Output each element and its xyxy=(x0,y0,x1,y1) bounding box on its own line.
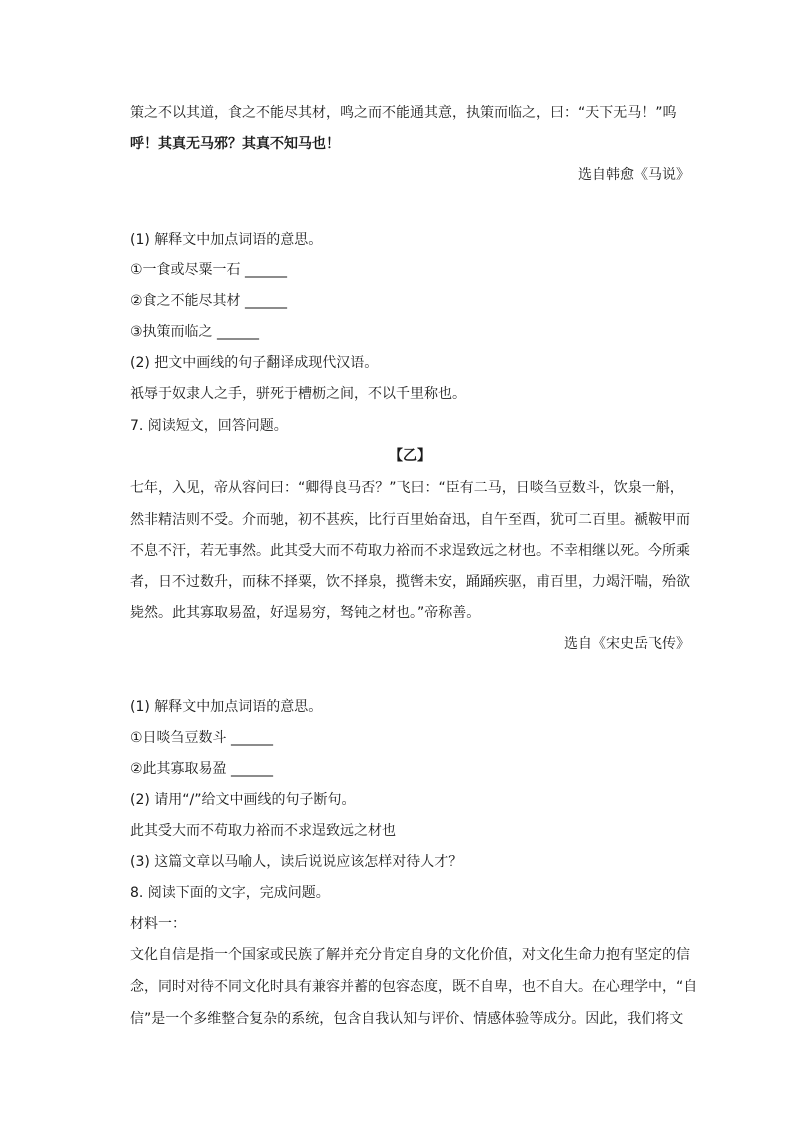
q8-heading: 8. 阅读下面的文字，完成问题。 xyxy=(130,885,330,901)
q7-item-1: ①日啖刍豆数斗 ______ xyxy=(130,730,274,746)
passage-line-2: 呼！其真无马邪？其真不知马也！ xyxy=(130,136,340,152)
q8-passage-line-3: 信”是一个多维整合复杂的系统，包含自我认知与评价、情感体验等成分。因此，我们将文 xyxy=(130,1011,684,1027)
q7-passage-line-4: 者，日不过数升，而秣不择粟，饮不择泉，揽辔未安，踊踊疾驱，甫百里，力竭汗喘，殆欲 xyxy=(130,574,690,590)
q7-source: 选自《宋史岳飞传》 xyxy=(564,636,690,652)
q7-passage-line-1: 七年，入见，帝从容问曰：“卿得良马否？”飞曰：“臣有二马，日啖刍豆数斗，饮泉一斛， xyxy=(130,480,684,496)
q7-part2-prompt: (2) 请用“/”给文中画线的句子断句。 xyxy=(130,792,356,808)
q6-item-2: ②食之不能尽其材 ______ xyxy=(130,293,288,309)
q7-passage-line-5: 毙然。此其寡取易盈，好逞易穷，驽钝之材也。”帝称善。 xyxy=(130,605,481,621)
q7-section-title: 【乙】 xyxy=(389,448,431,464)
q7-passage-line-2: 然非精洁则不受。介而驰，初不甚疾，比行百里始奋迅，自午至酉，犹可二百里。褫鞍甲而 xyxy=(130,512,690,528)
q7-passage-line-3: 不息不汗，若无事然。此其受大而不苟取力裕而不求逞致远之材也。不幸相继以死。今所乘 xyxy=(130,543,690,559)
q8-passage-line-1: 文化自信是指一个国家或民族了解并充分肯定自身的文化价值，对文化生命力抱有坚定的信 xyxy=(130,947,690,963)
passage-source: 选自韩愈《马说》 xyxy=(578,167,690,183)
q6-item-3: ③执策而临之 ______ xyxy=(130,324,260,340)
q7-sentence: 此其受大而不苟取力裕而不求逞致远之材也 xyxy=(130,823,396,839)
q7-part1-prompt: (1) 解释文中加点词语的意思。 xyxy=(130,699,323,715)
q6-part2-prompt: (2) 把文中画线的句子翻译成现代汉语。 xyxy=(130,355,379,371)
q7-heading: 7. 阅读短文，回答问题。 xyxy=(130,418,288,434)
q8-material-label: 材料一： xyxy=(130,916,186,932)
q6-part1-prompt: (1) 解释文中加点词语的意思。 xyxy=(130,232,323,248)
q6-item-1: ①一食或尽粟一石 ______ xyxy=(130,262,288,278)
passage-line-1: 策之不以其道，食之不能尽其材，鸣之而不能通其意，执策而临之，曰：“天下无马！”呜 xyxy=(130,105,677,121)
q7-part3-prompt: (3) 这篇文章以马喻人，读后说说应该怎样对待人才？ xyxy=(130,854,463,870)
q8-passage-line-2: 念，同时对待不同文化时具有兼容并蓄的包容态度，既不自卑，也不自大。在心理学中，“自 xyxy=(130,979,698,995)
q6-sentence: 祇辱于奴隶人之手，骈死于槽枥之间，不以千里称也。 xyxy=(130,386,466,402)
q7-item-2: ②此其寡取易盈 ______ xyxy=(130,761,274,777)
